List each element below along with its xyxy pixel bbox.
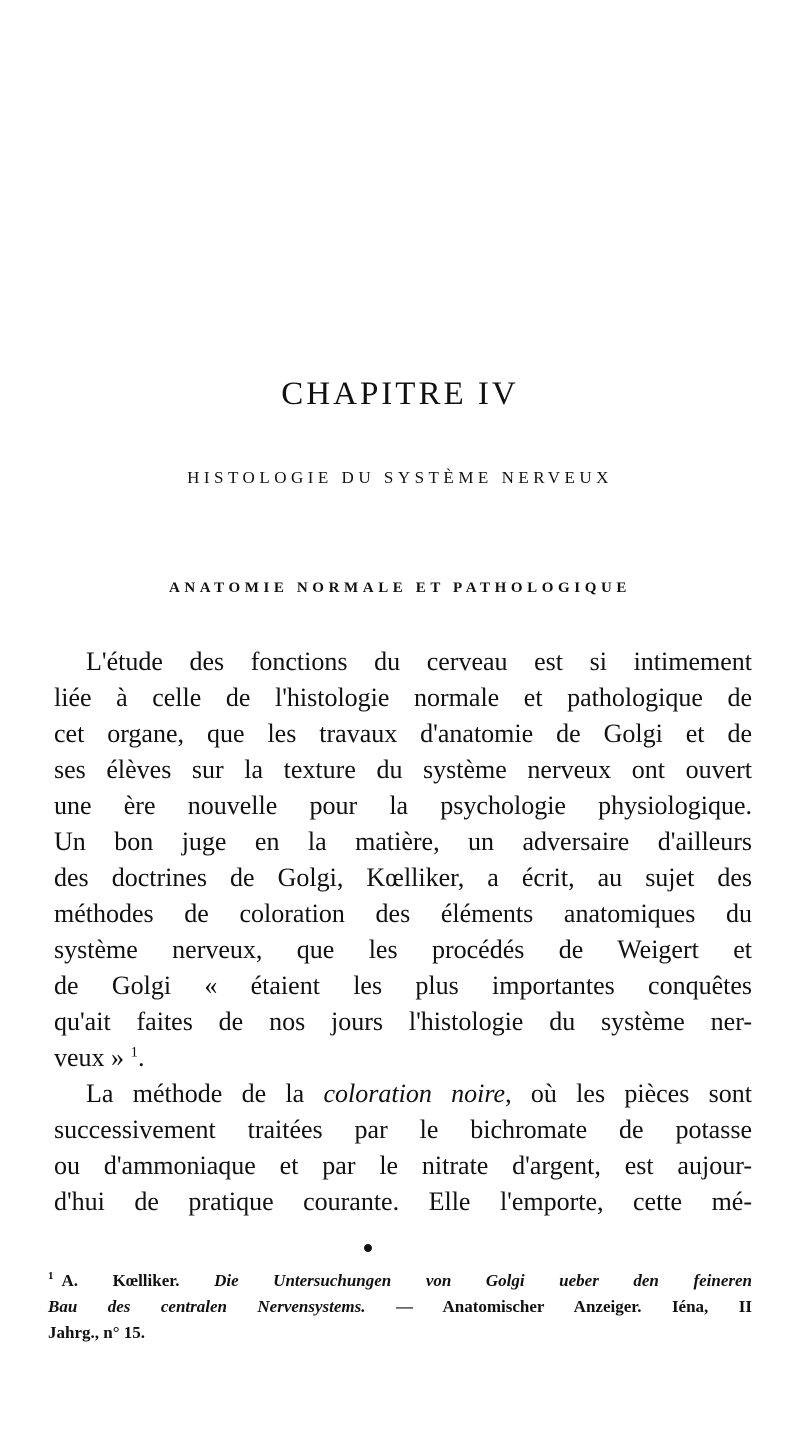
chapter-subtitle: HISTOLOGIE DU SYSTÈME NERVEUX xyxy=(187,468,613,487)
text-line: d'hui de pratique courante. Elle l'emporte, cette mé- xyxy=(54,1187,752,1216)
text-line: des doctrines de Golgi, Kœlliker, a écrit, au sujet des xyxy=(54,863,752,892)
text-line: L'étude des fonctions du cerveau est si intimement xyxy=(86,647,752,676)
footnote-title: Bau des centralen Nervensystems. xyxy=(48,1297,366,1316)
text-line: cet organe, que les travaux d'anatomie de Golgi et de xyxy=(54,719,752,748)
section-heading: ANATOMIE NORMALE ET PATHOLOGIQUE xyxy=(168,580,632,596)
text-line: ses élèves sur la texture du système nerveux ont ouvert xyxy=(54,755,752,784)
footnote-line xyxy=(48,1268,752,1294)
text-line: de Golgi « étaient les plus importantes conquêtes xyxy=(54,971,752,1000)
ink-dot xyxy=(364,1244,372,1252)
text-line: qu'ait faites de nos jours l'histologie du système ner- xyxy=(54,1007,752,1036)
text-line xyxy=(54,1076,752,1112)
footnote-author: A. Kœlliker. xyxy=(61,1271,180,1290)
footnote-source: — Anatomischer Anzeiger. Iéna, II xyxy=(365,1297,752,1316)
text-line: méthodes de coloration des éléments anatomiques du xyxy=(54,899,752,928)
text-line: liée à celle de l'histologie normale et pathologique de xyxy=(54,683,752,712)
text-fragment: , où les pièces sont xyxy=(505,1079,752,1108)
italic-term: coloration noire xyxy=(323,1079,506,1108)
text-fragment: La méthode de la xyxy=(86,1079,324,1108)
body-text xyxy=(54,644,752,1220)
text-fragment: veux » xyxy=(54,1043,125,1072)
footnote xyxy=(48,1268,752,1346)
text-line: ou d'ammoniaque et par le nitrate d'argent, est aujour- xyxy=(54,1151,752,1180)
text-line: Un bon juge en la matière, un adversaire d'ailleurs xyxy=(54,827,752,856)
footnote-line: Jahrg., n° 15. xyxy=(48,1323,146,1342)
text-line: une ère nouvelle pour la psychologie physiologique. xyxy=(54,791,752,820)
text-line-last xyxy=(54,1040,752,1076)
footnote-title: Die Untersuchungen von Golgi ueber den feineren xyxy=(214,1271,752,1290)
footnote-reference: 1 xyxy=(130,1044,139,1061)
text-line: système nerveux, que les procédés de Weigert et xyxy=(54,935,752,964)
text-line: successivement traitées par le bichromate de potasse xyxy=(54,1115,752,1144)
footnote-marker: 1 xyxy=(48,1270,54,1283)
chapter-heading: CHAPITRE IV xyxy=(281,376,519,412)
footnote-line xyxy=(48,1294,752,1320)
text-fragment: . xyxy=(138,1043,145,1072)
